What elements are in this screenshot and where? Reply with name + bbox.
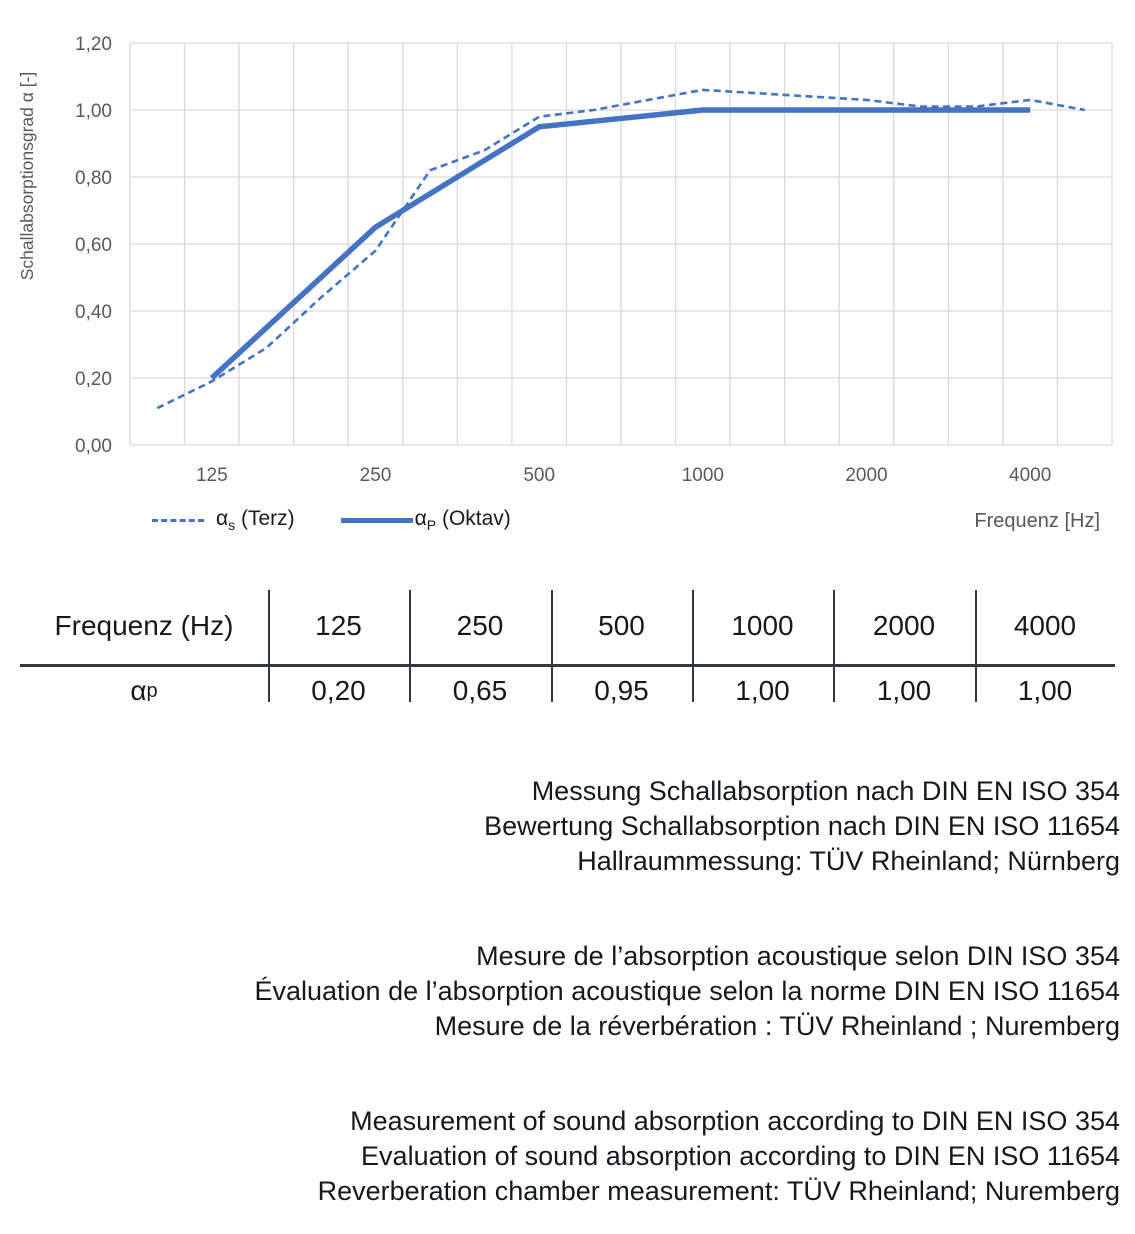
table-value-250: 0,65 [452,675,508,706]
legend-oktav-text: (Oktav) [436,507,511,530]
note-line: Messung Schallabsorption nach DIN EN ISO 354 [531,776,1120,806]
x-tick-label: 1000 [681,465,724,486]
y-tick-label: 0,00 [75,436,112,457]
legend-item-oktav [341,507,511,533]
table-divider-2 [409,590,411,702]
legend-terz-text: (Terz) [235,507,295,530]
y-tick-label: 0,60 [75,235,112,256]
table-grid [20,588,1115,704]
note-line: Evaluation of sound absorption according to DIN EN ISO 11654 [361,1141,1120,1171]
chart-canvas [0,0,1135,545]
table-header-500: 500 [598,610,645,641]
table-divider-6 [975,590,977,702]
x-tick-label: 500 [523,465,556,486]
note-block-english [0,1104,1120,1209]
table-header-frequency: Frequenz (Hz) [54,610,234,641]
y-tick-label: 1,20 [75,34,112,55]
legend-oktav-symbol: α [414,507,427,530]
note-line: Measurement of sound absorption according to DIN EN ISO 354 [350,1106,1120,1136]
dashed-line-icon [152,519,204,522]
x-tick-label: 4000 [1009,465,1052,486]
legend-item-terz [152,507,295,533]
alpha-symbol: α [130,675,147,706]
note-line: Mesure de la réverbération : TÜV Rheinland ; Nuremberg [434,1011,1120,1041]
y-axis-title: Schallabsorptionsgrad α [-] [17,71,37,281]
table-header-2000: 2000 [872,610,936,641]
legend-label-oktav [415,507,511,533]
x-axis-title: Frequenz [Hz] [974,510,1100,532]
table-value-4000: 1,00 [1017,675,1073,706]
note-line: Bewertung Schallabsorption nach DIN EN ISO 11654 [484,811,1120,841]
measurement-notes [0,774,1135,1209]
x-tick-label: 2000 [845,465,888,486]
y-tick-label: 1,00 [75,101,112,122]
note-block-french [0,939,1120,1044]
note-line: Évaluation de l’absorption acoustique selon la norme DIN EN ISO 11654 [254,976,1120,1006]
table-divider-4 [692,590,694,702]
table-divider-1 [268,590,270,702]
table-header-1000: 1000 [731,610,794,641]
table-value-2000: 1,00 [876,675,932,706]
table-divider-3 [551,590,553,702]
x-tick-label: 250 [359,465,392,486]
table-value-125: 0,20 [311,675,366,706]
x-tick-label: 125 [195,465,228,486]
table-value-500: 0,95 [594,675,649,706]
alpha-p-table [20,588,1115,704]
absorption-chart [0,0,1135,560]
y-tick-label: 0,40 [75,302,112,323]
legend-terz-subscript: s [228,517,236,534]
chart-legend [152,507,511,533]
alpha-subscript: p [146,679,158,702]
table-horizontal-rule [20,664,1115,667]
table-value-1000: 1,00 [735,675,790,706]
table-header-4000: 4000 [1013,610,1077,641]
solid-line-icon [341,518,413,523]
note-block-german [0,774,1120,879]
note-line: Hallraummessung: TÜV Rheinland; Nürnberg [577,846,1120,876]
y-tick-label: 0,80 [75,168,112,189]
legend-oktav-subscript: P [426,517,437,534]
table-row-label-alpha-p [20,664,268,704]
note-line: Reverberation chamber measurement: TÜV Rheinland; Nuremberg [317,1176,1120,1206]
table-header-250: 250 [456,610,504,641]
legend-terz-symbol: α [216,507,229,530]
legend-label-terz [216,507,295,533]
table-divider-5 [833,590,835,702]
y-tick-label: 0,20 [75,369,112,390]
table-header-125: 125 [315,610,362,641]
note-line: Mesure de l’absorption acoustique selon DIN ISO 354 [476,941,1120,971]
